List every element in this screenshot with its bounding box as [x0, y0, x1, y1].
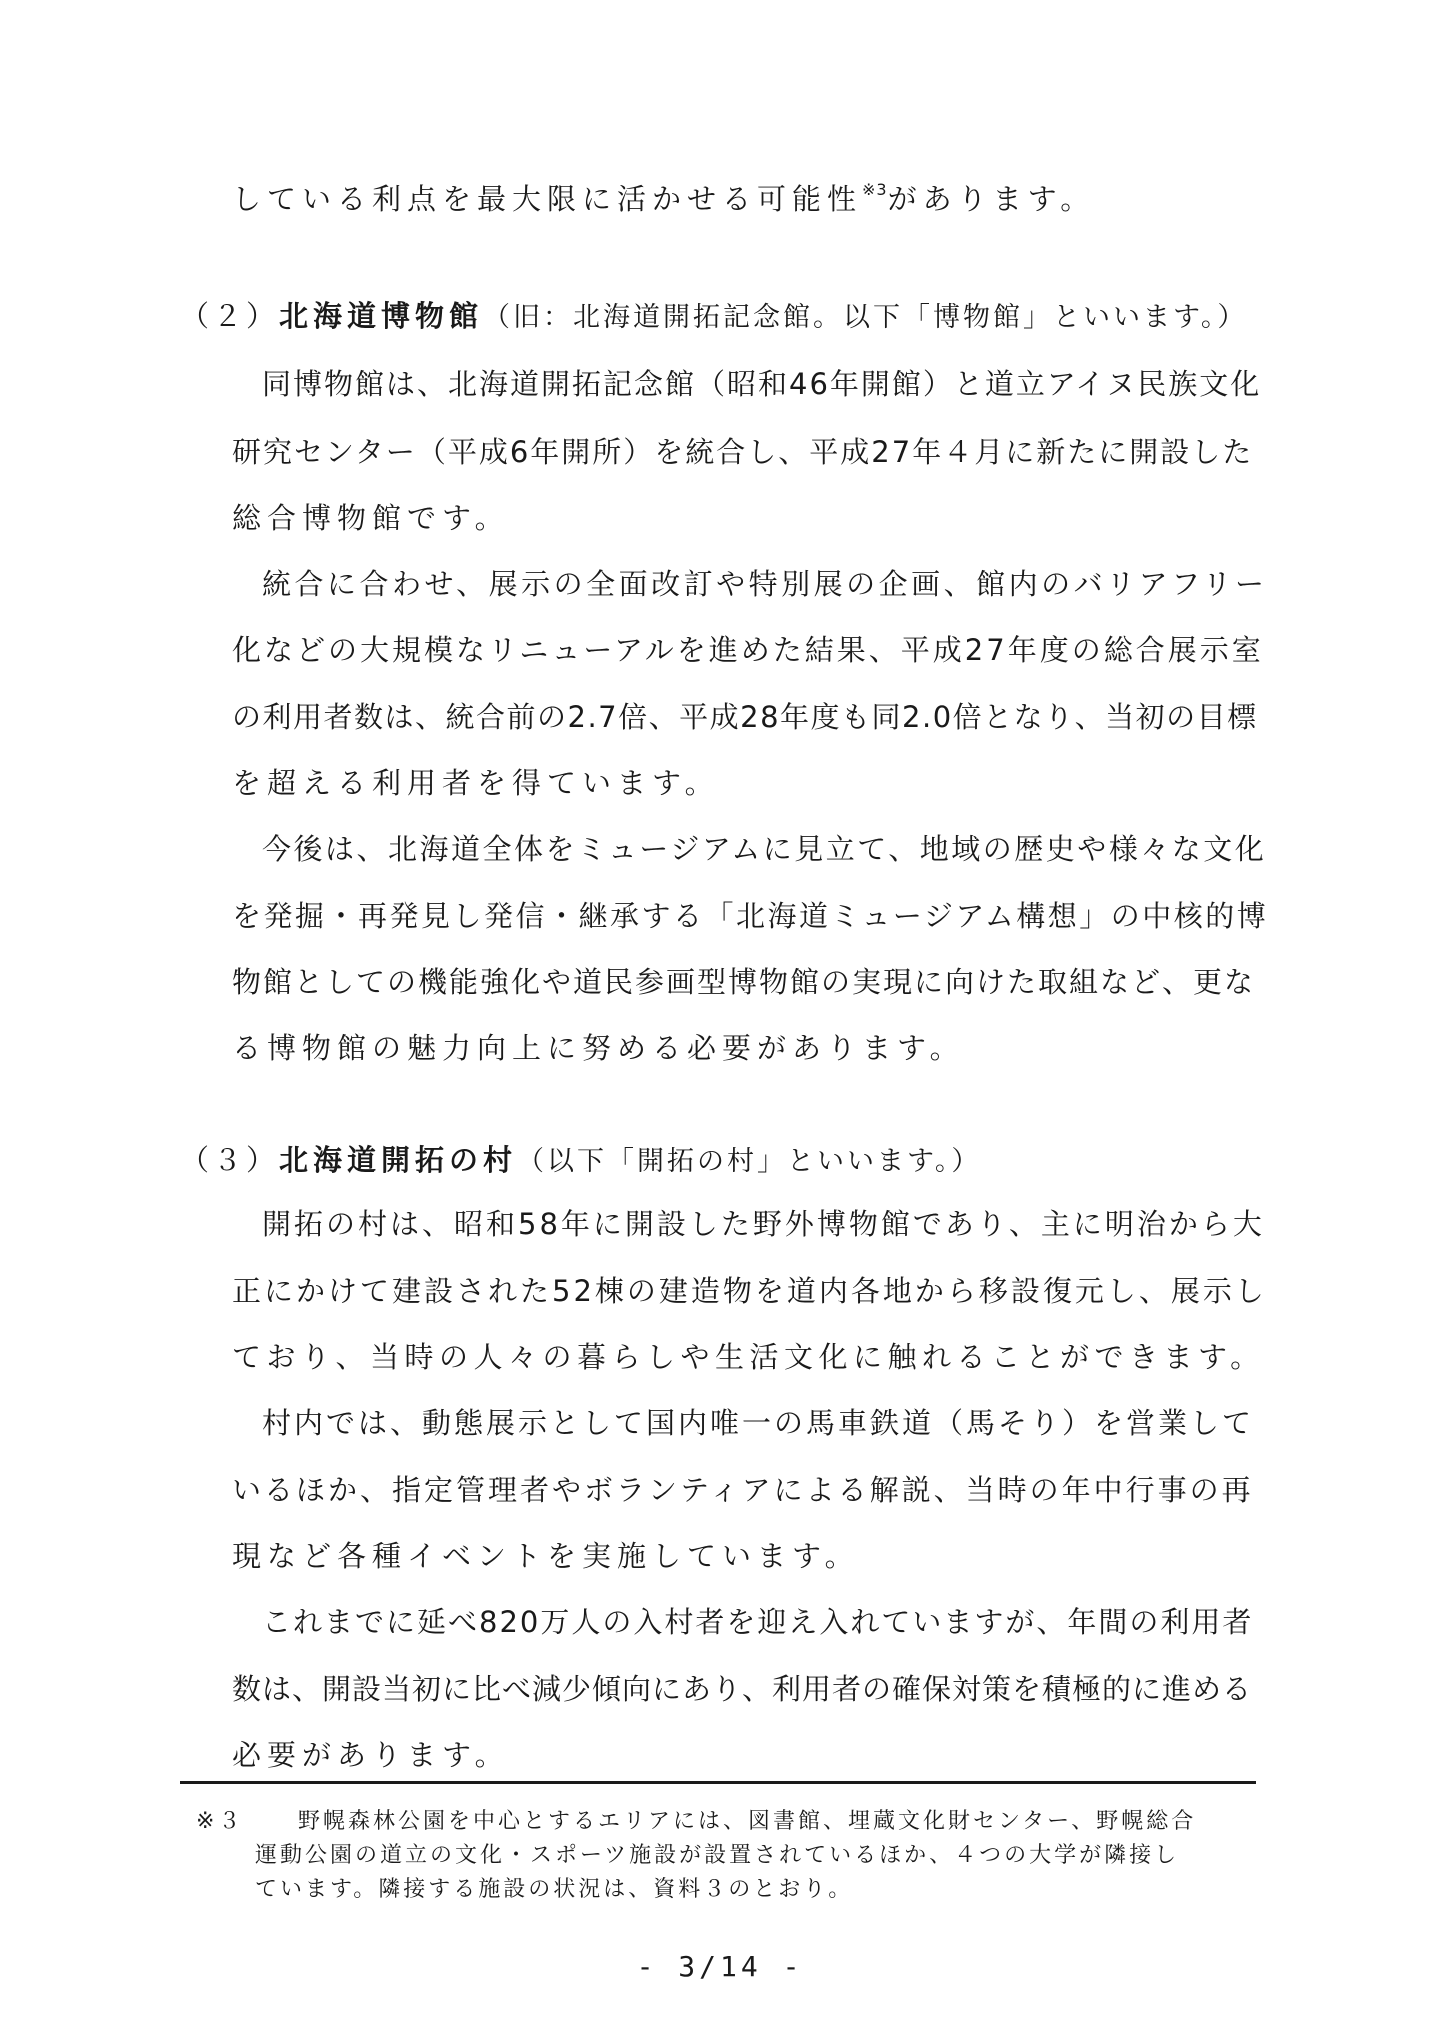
section-3-line: 村内では、動態展示として国内唯一の馬車鉄道（馬そり）を営業して: [262, 1406, 1255, 1440]
page-number: - 3/14 -: [636, 1950, 804, 1983]
footnote-line: ています。隣接する施設の状況は、資料３のとおり。: [255, 1877, 854, 1902]
section-2-line: 今後は、北海道全体をミュージアムに見立て、地域の歴史や様々な文化: [262, 832, 1267, 866]
intro-line: している利点を最大限に活かせる可能性$^{※3}$があります。: [232, 180, 1096, 216]
section-2-title: 北海道博物館: [279, 299, 484, 333]
section-2-line: 総合博物館です。: [232, 501, 510, 535]
section-3-line: ており、当時の人々の暮らしや生活文化に触れることができます。: [232, 1340, 1265, 1374]
section-2-heading: （２）北海道博物館（旧：北海道開拓記念館。以下「博物館」といいます。）: [180, 299, 1248, 333]
section-3-title: 北海道開拓の村: [279, 1143, 518, 1177]
section-3-line: これまでに延べ820万人の入村者を迎え入れていますが、年間の利用者: [262, 1605, 1254, 1639]
section-3-line: いるほか、指定管理者やボランティアによる解説、当時の年中行事の再: [232, 1473, 1254, 1507]
section-2-line: を超える利用者を得ています。: [232, 766, 720, 800]
section-3-line: 現など各種イベントを実施しています。: [232, 1539, 860, 1573]
section-2-line: 物館としての機能強化や道民参画型博物館の実現に向けた取組など、更な: [232, 965, 1256, 999]
footnote-divider: [180, 1781, 1256, 1784]
section-2-line: 統合に合わせ、展示の全面改訂や特別展の企画、館内のバリアフリー: [262, 567, 1268, 601]
section-2-line: 同博物館は、北海道開拓記念館（昭和46年開館）と道立アイヌ民族文化: [262, 367, 1262, 401]
section-3-line: 正にかけて建設された52棟の建造物を道内各地から移設復元し、展示し: [232, 1274, 1267, 1308]
section-2-line: 化などの大規模なリニューアルを進めた結果、平成27年度の総合展示室: [232, 633, 1264, 667]
section-3-line: 必要があります。: [232, 1738, 510, 1772]
section-2-line: 研究センター（平成6年開所）を統合し、平成27年４月に新たに開設した: [232, 435, 1254, 469]
section-3-heading: （３）北海道開拓の村（以下「開拓の村」といいます。）: [180, 1143, 982, 1177]
section-2-line: を発掘・再発見し発信・継承する「北海道ミュージアム構想」の中核的博: [232, 899, 1269, 933]
footnote-mark: ※３: [196, 1809, 245, 1834]
footnote-ref[interactable]: ※3: [862, 180, 888, 199]
footnote-line: 野幌森林公園を中心とするエリアには、図書館、埋蔵文化財センター、野幌総合: [298, 1809, 1197, 1834]
section-2-line: る博物館の魅力向上に努める必要があります。: [232, 1031, 965, 1065]
footnote-line: 運動公園の道立の文化・スポーツ施設が設置されているほか、４つの大学が隣接し: [255, 1843, 1180, 1868]
section-3-line: 開拓の村は、昭和58年に開設した野外博物館であり、主に明治から大: [262, 1207, 1265, 1241]
section-3-line: 数は、開設当初に比べ減少傾向にあり、利用者の確保対策を積極的に進める: [232, 1672, 1253, 1706]
section-2-line: の利用者数は、統合前の2.7倍、平成28年度も同2.0倍となり、当初の目標: [232, 700, 1258, 734]
